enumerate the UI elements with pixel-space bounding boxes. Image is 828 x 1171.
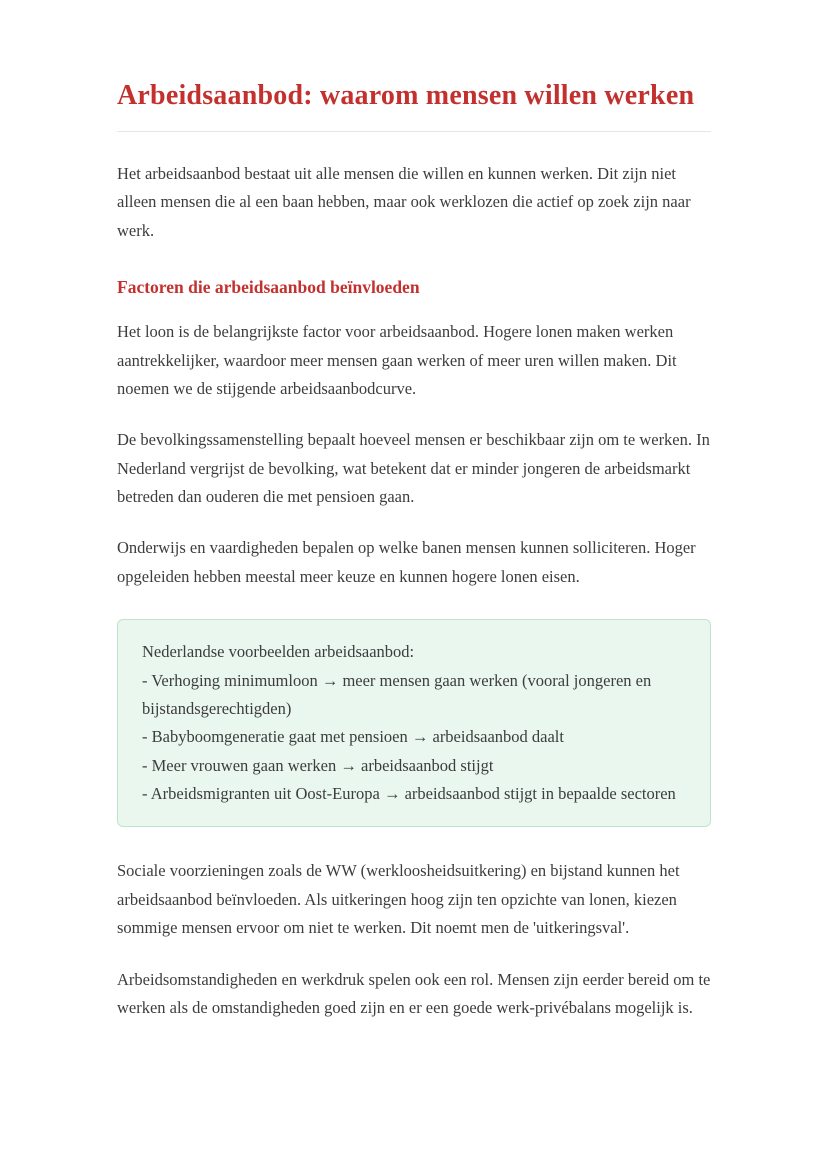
paragraph-bevolkingssamenstelling: De bevolkingssamenstelling bepaalt hoeveel mensen er beschikbaar zijn om te werken. In Nederland vergrijst de bevolking, wat betekent dat er minder jongeren de arbeidsmarkt betreden dan ouderen die met pensioen gaan. [117, 430, 710, 506]
example-box-item: - Meer vrouwen gaan werken → arbeidsaanbod stijgt [142, 755, 494, 775]
paragraph-sociale-voorzieningen: Sociale voorzieningen zoals de WW (werkloosheidsuitkering) en bijstand kunnen het arbeidsaanbod beïnvloeden. Als uitkeringen hoog zijn ten opzichte van lonen, kiezen sommige mensen ervoor om niet te werken. Dit noemt men de 'uitkeringsval'. [117, 861, 680, 938]
intro-paragraph: Het arbeidsaanbod bestaat uit alle mensen die willen en kunnen werken. Dit zijn niet alleen mensen die al een baan hebben, maar ook werklozen die actief op zoek zijn naar werk. [117, 164, 691, 240]
example-box-title: Nederlandse voorbeelden arbeidsaanbod: [142, 642, 415, 662]
title-divider [117, 131, 711, 132]
example-box-item: - Babyboomgeneratie gaat met pensioen → arbeidsaanbod daalt [142, 727, 564, 747]
section-heading-factoren: Factoren die arbeidsaanbod beïnvloeden [117, 277, 420, 298]
page-title: Arbeidsaanbod: waarom mensen willen werken [117, 80, 695, 111]
example-box [117, 619, 711, 827]
paragraph-arbeidsomstandigheden: Arbeidsomstandigheden en werkdruk spelen ook een rol. Mensen zijn eerder bereid om te werken als de omstandigheden goed zijn en er een goede werk-privébalans mogelijk is. [117, 969, 711, 1017]
paragraph-onderwijs: Onderwijs en vaardigheden bepalen op welke banen mensen kunnen solliciteren. Hoger opgeleiden hebben meestal meer keuze en kunnen hogere lonen eisen. [117, 538, 696, 586]
example-box-item: - Verhoging minimumloon → meer mensen gaan werken (vooral jongeren en bijstandsgerechtigden) [142, 670, 652, 718]
example-box-item: - Arbeidsmigranten uit Oost-Europa → arbeidsaanbod stijgt in bepaalde sectoren [142, 784, 676, 803]
paragraph-loon: Het loon is de belangrijkste factor voor arbeidsaanbod. Hogere lonen maken werken aantrekkelijker, waardoor meer mensen gaan werken of meer uren willen maken. Dit noemen we de stijgende arbeidsaanbodcurve. [117, 322, 677, 398]
